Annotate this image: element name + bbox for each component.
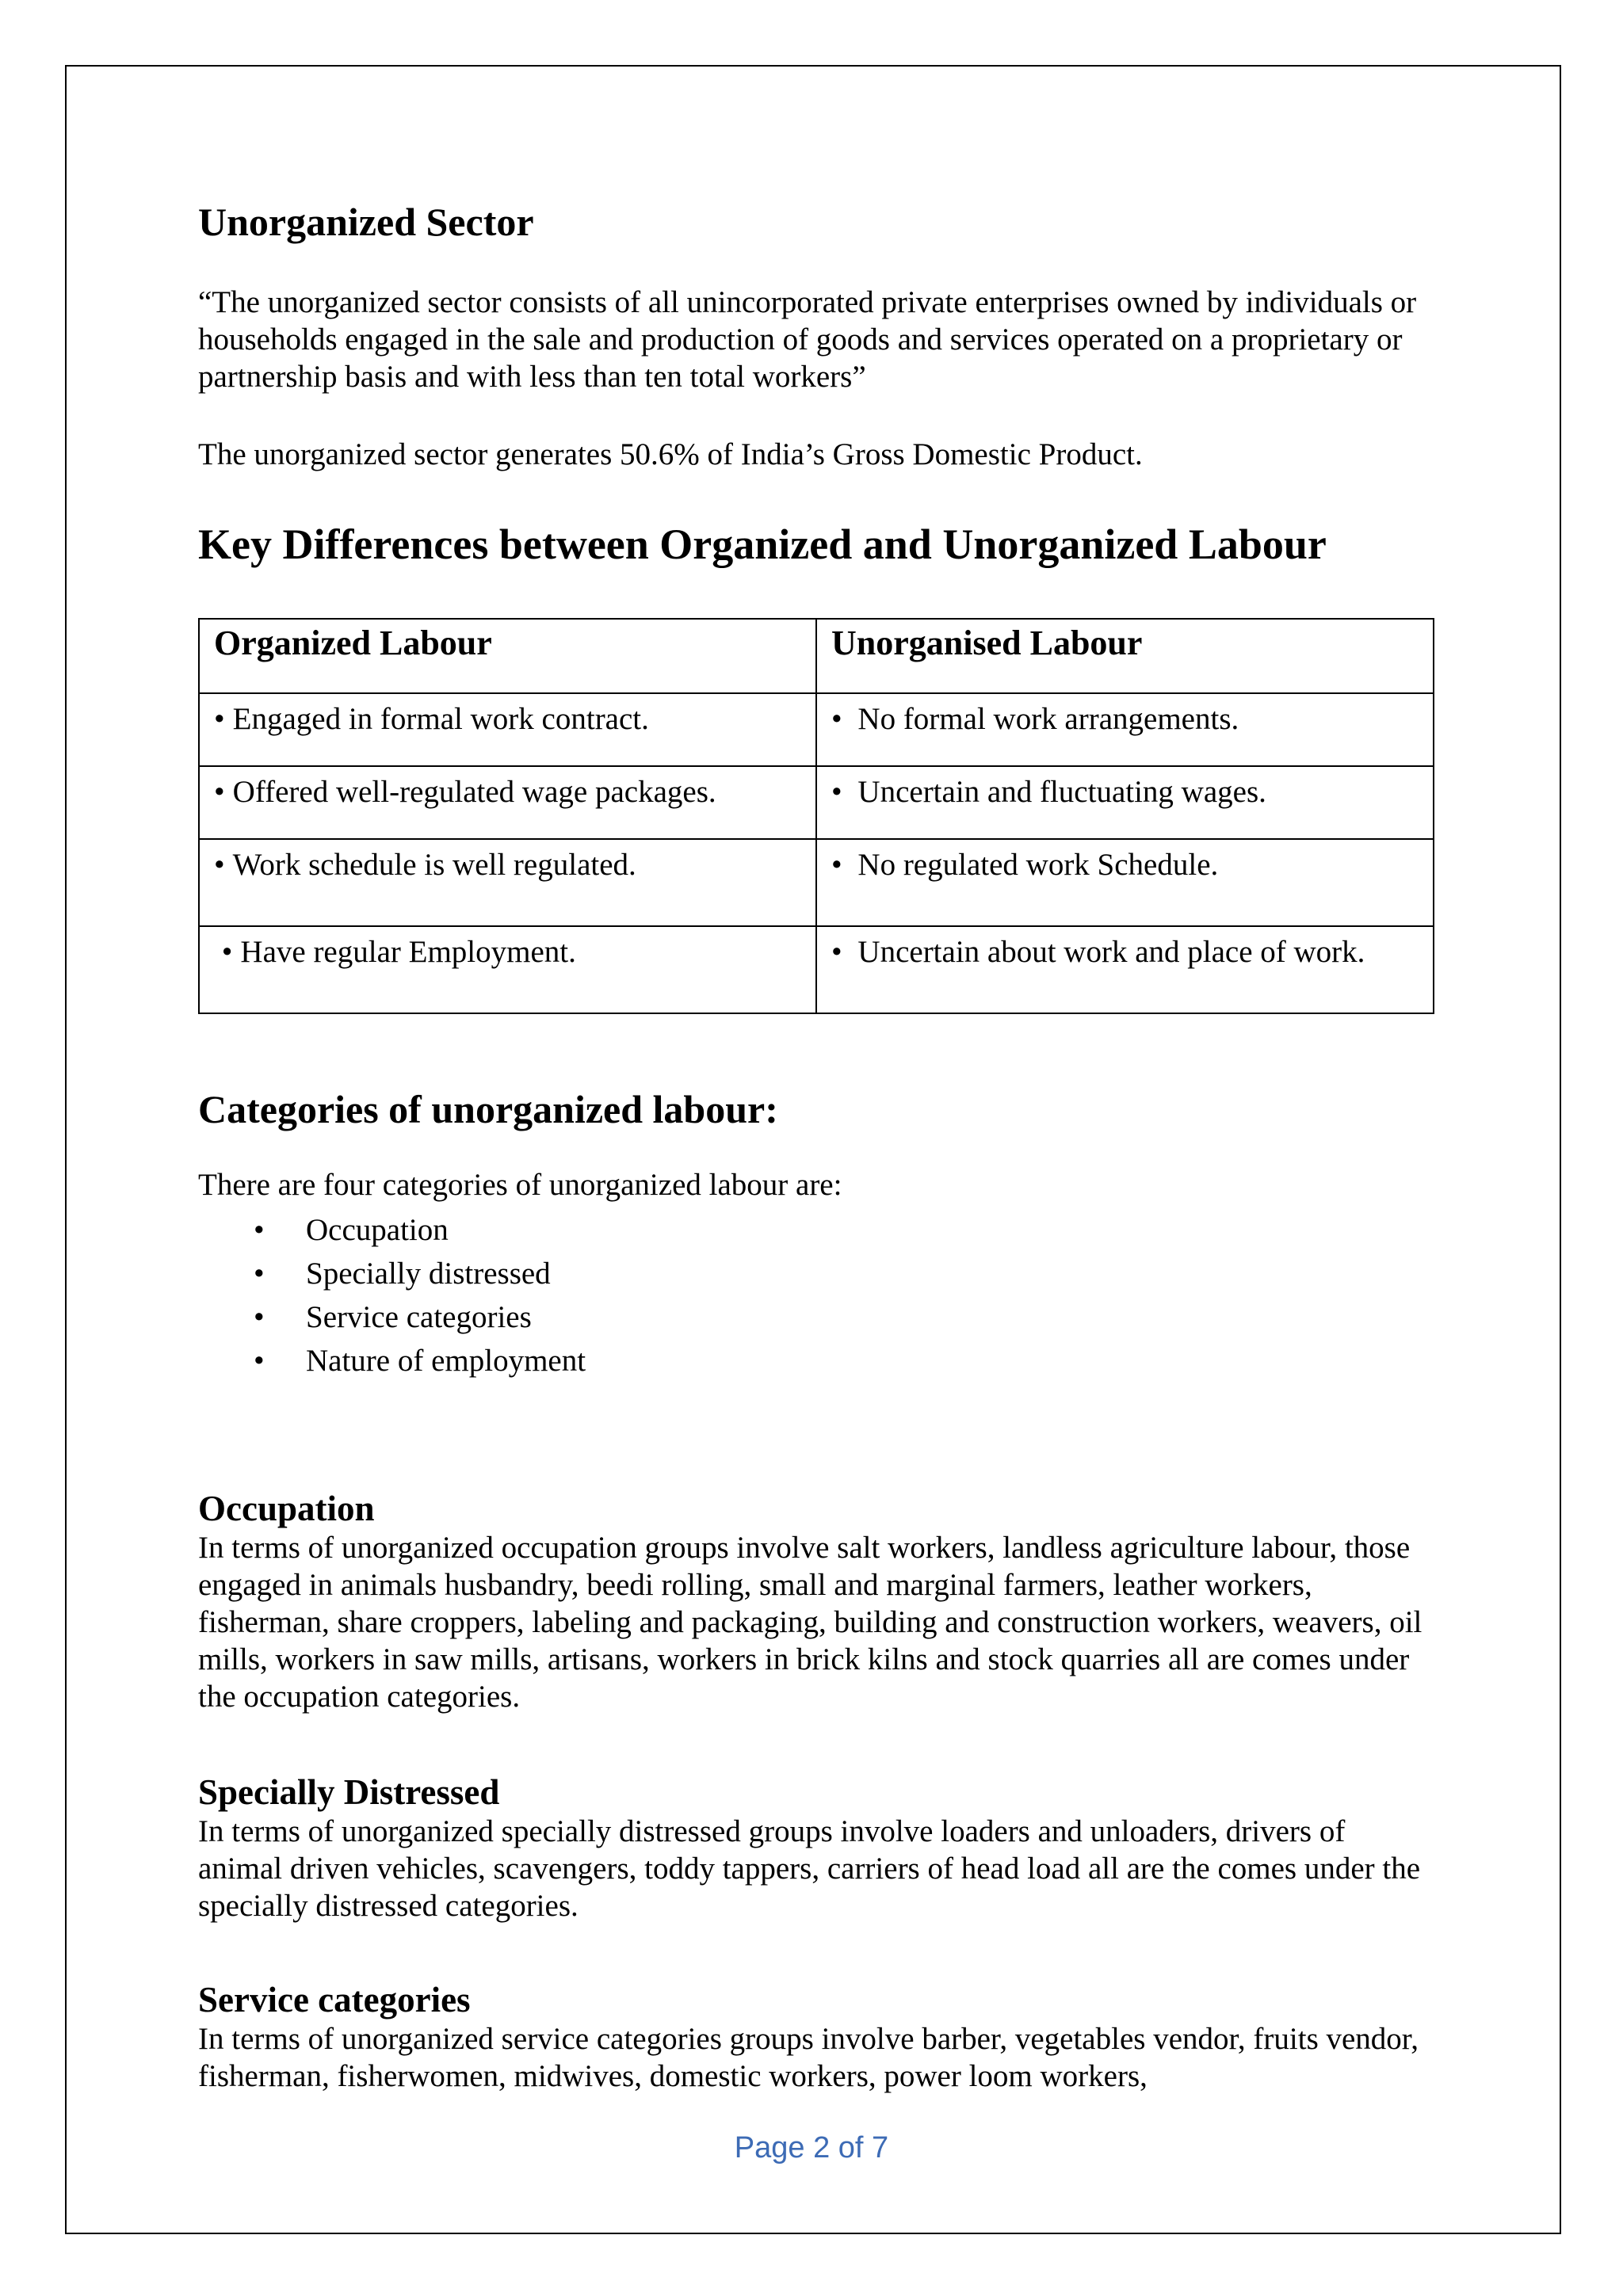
section-heading-unorganized-sector: Unorganized Sector (198, 200, 534, 244)
subheading-specially-distressed: Specially Distressed (198, 1772, 500, 1812)
list-item-label: Service categories (306, 1300, 532, 1334)
table-row (199, 839, 1434, 926)
table-cell (199, 766, 816, 839)
table-cell (816, 693, 1434, 766)
cell-text: Engaged in formal work contract. (232, 702, 649, 736)
list-item-label: Occupation (306, 1213, 449, 1247)
bullet-icon: • (214, 702, 225, 736)
bullet-icon: • (221, 935, 233, 969)
cell-text: Have regular Employment. (240, 935, 576, 969)
bullet-icon: • (254, 1213, 265, 1247)
list-item (254, 1295, 586, 1339)
bullet-icon: • (831, 935, 842, 969)
bullet-icon: • (831, 848, 842, 882)
table-row (199, 926, 1434, 1013)
table-row (199, 693, 1434, 766)
bullet-icon: • (214, 848, 225, 882)
list-item (254, 1208, 586, 1252)
section-heading-categories: Categories of unorganized labour: (198, 1087, 778, 1131)
subheading-service-categories: Service categories (198, 1980, 471, 2019)
table-cell (199, 693, 816, 766)
gdp-statement: The unorganized sector generates 50.6% of India’s Gross Domestic Product. (198, 437, 1143, 471)
cell-text: Uncertain and fluctuating wages. (857, 775, 1266, 809)
definition-quote: “The unorganized sector consists of all unincorporated private enterprises owned by individuals or households engaged in the sale and production of goods and services operated on a proprietary or partnership basis and with less than ten total workers” (198, 285, 1417, 394)
table-cell (816, 766, 1434, 839)
differences-table (198, 618, 1434, 1014)
table-row (199, 766, 1434, 839)
cell-text: Work schedule is well regulated. (232, 848, 636, 882)
section-heading-key-differences: Key Differences between Organized and Unorganized Labour (198, 521, 1327, 568)
list-item (254, 1339, 586, 1383)
bullet-icon: • (831, 775, 842, 809)
list-item-label: Specially distressed (306, 1257, 551, 1291)
bullet-icon: • (254, 1344, 265, 1378)
list-item (254, 1252, 586, 1295)
list-item-label: Nature of employment (306, 1344, 586, 1378)
subheading-occupation: Occupation (198, 1489, 375, 1528)
table-cell (816, 839, 1434, 926)
cell-text: No regulated work Schedule. (857, 848, 1219, 882)
table-cell (199, 926, 816, 1013)
cell-text: Offered well-regulated wage packages. (232, 775, 716, 809)
table-cell (199, 839, 816, 926)
page-number: Page 2 of 7 (734, 2131, 889, 2164)
cell-text: Uncertain about work and place of work. (857, 935, 1365, 969)
table-header-unorganised: Unorganised Labour (816, 619, 1434, 693)
table-cell (816, 926, 1434, 1013)
table-header-organized: Organized Labour (199, 619, 816, 693)
cell-text: No formal work arrangements. (857, 702, 1239, 736)
bullet-icon: • (831, 702, 842, 736)
distressed-text: In terms of unorganized specially distressed groups involve loaders and unloaders, drivers of animal driven vehicles, scavengers, toddy tappers, carriers of head load all are the comes under the specially distressed categories. (198, 1814, 1421, 1923)
bullet-icon: • (254, 1300, 265, 1334)
categories-list (254, 1208, 586, 1383)
categories-intro: There are four categories of unorganized labour are: (198, 1168, 842, 1202)
service-text: In terms of unorganized service categories groups involve barber, vegetables vendor, fruits vendor, fisherman, fisherwomen, midwives, domestic workers, power loom workers, (198, 2022, 1419, 2093)
bullet-icon: • (214, 775, 225, 809)
bullet-icon: • (254, 1257, 265, 1291)
occupation-text: In terms of unorganized occupation groups involve salt workers, landless agriculture labour, those engaged in animals husbandry, beedi rolling, small and marginal farmers, leather workers, fisherman, share croppers, labeling and packaging, building and construction workers, weavers, oil mills, workers in saw mills, artisans, workers in brick kilns and stock quarries all are comes under the occupation categories. (198, 1531, 1423, 1714)
